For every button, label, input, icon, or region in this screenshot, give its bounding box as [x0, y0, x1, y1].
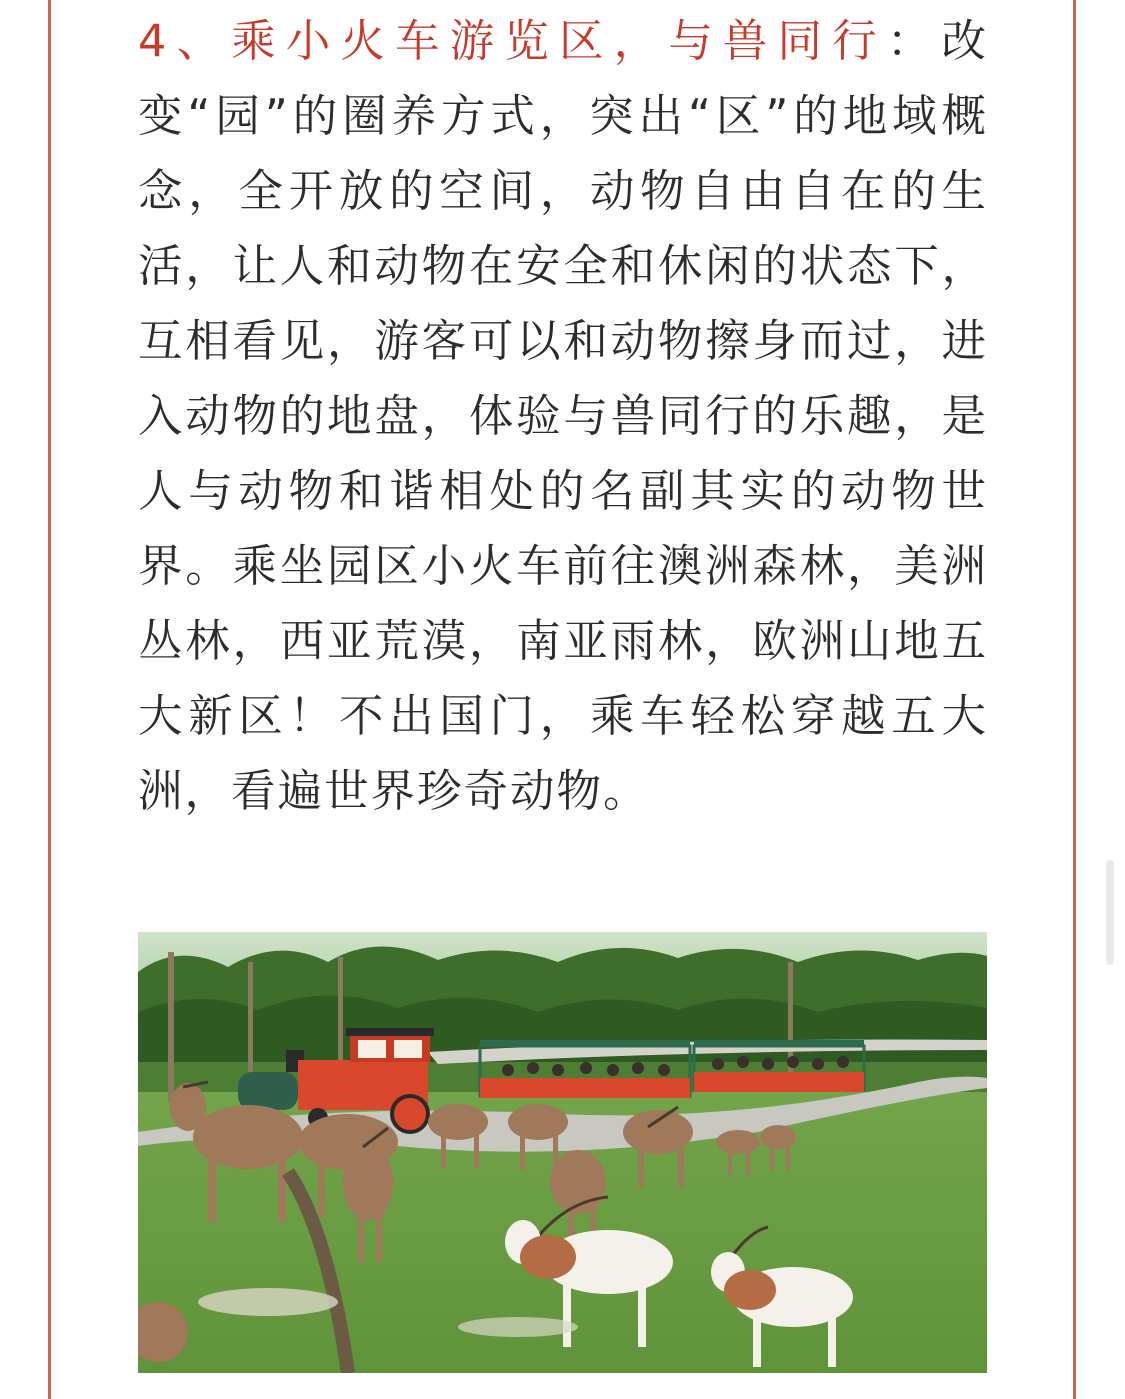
photo-safari-train-icon: [138, 932, 987, 1373]
scrollbar-thumb[interactable]: [1106, 860, 1114, 965]
section-heading: 4、乘小火车游览区，与兽同行: [138, 16, 887, 67]
article-paragraph: [138, 0, 988, 829]
safari-train-photo[interactable]: [138, 932, 987, 1373]
article-content: [138, 0, 988, 900]
frame-border-right: [1073, 0, 1076, 1399]
section-body: ：改变“园”的圈养方式，突出“区”的地域概念，全开放的空间，动物自由自在的生活，让人和动物在安全和休闲的状态下，互相看见，游客可以和动物擦身而过，进入动物的地盘，体验与兽同行的乐趣，是人与动物和谐相处的名副其实的动物世界。乘坐园区小火车前往澳洲森林，美洲丛林，西亚荒漠，南亚雨林，欧洲山地五大新区！不出国门，乘车轻松穿越五大洲，看遍世界珍奇动物。: [138, 16, 988, 817]
frame-border-left: [48, 0, 51, 1399]
